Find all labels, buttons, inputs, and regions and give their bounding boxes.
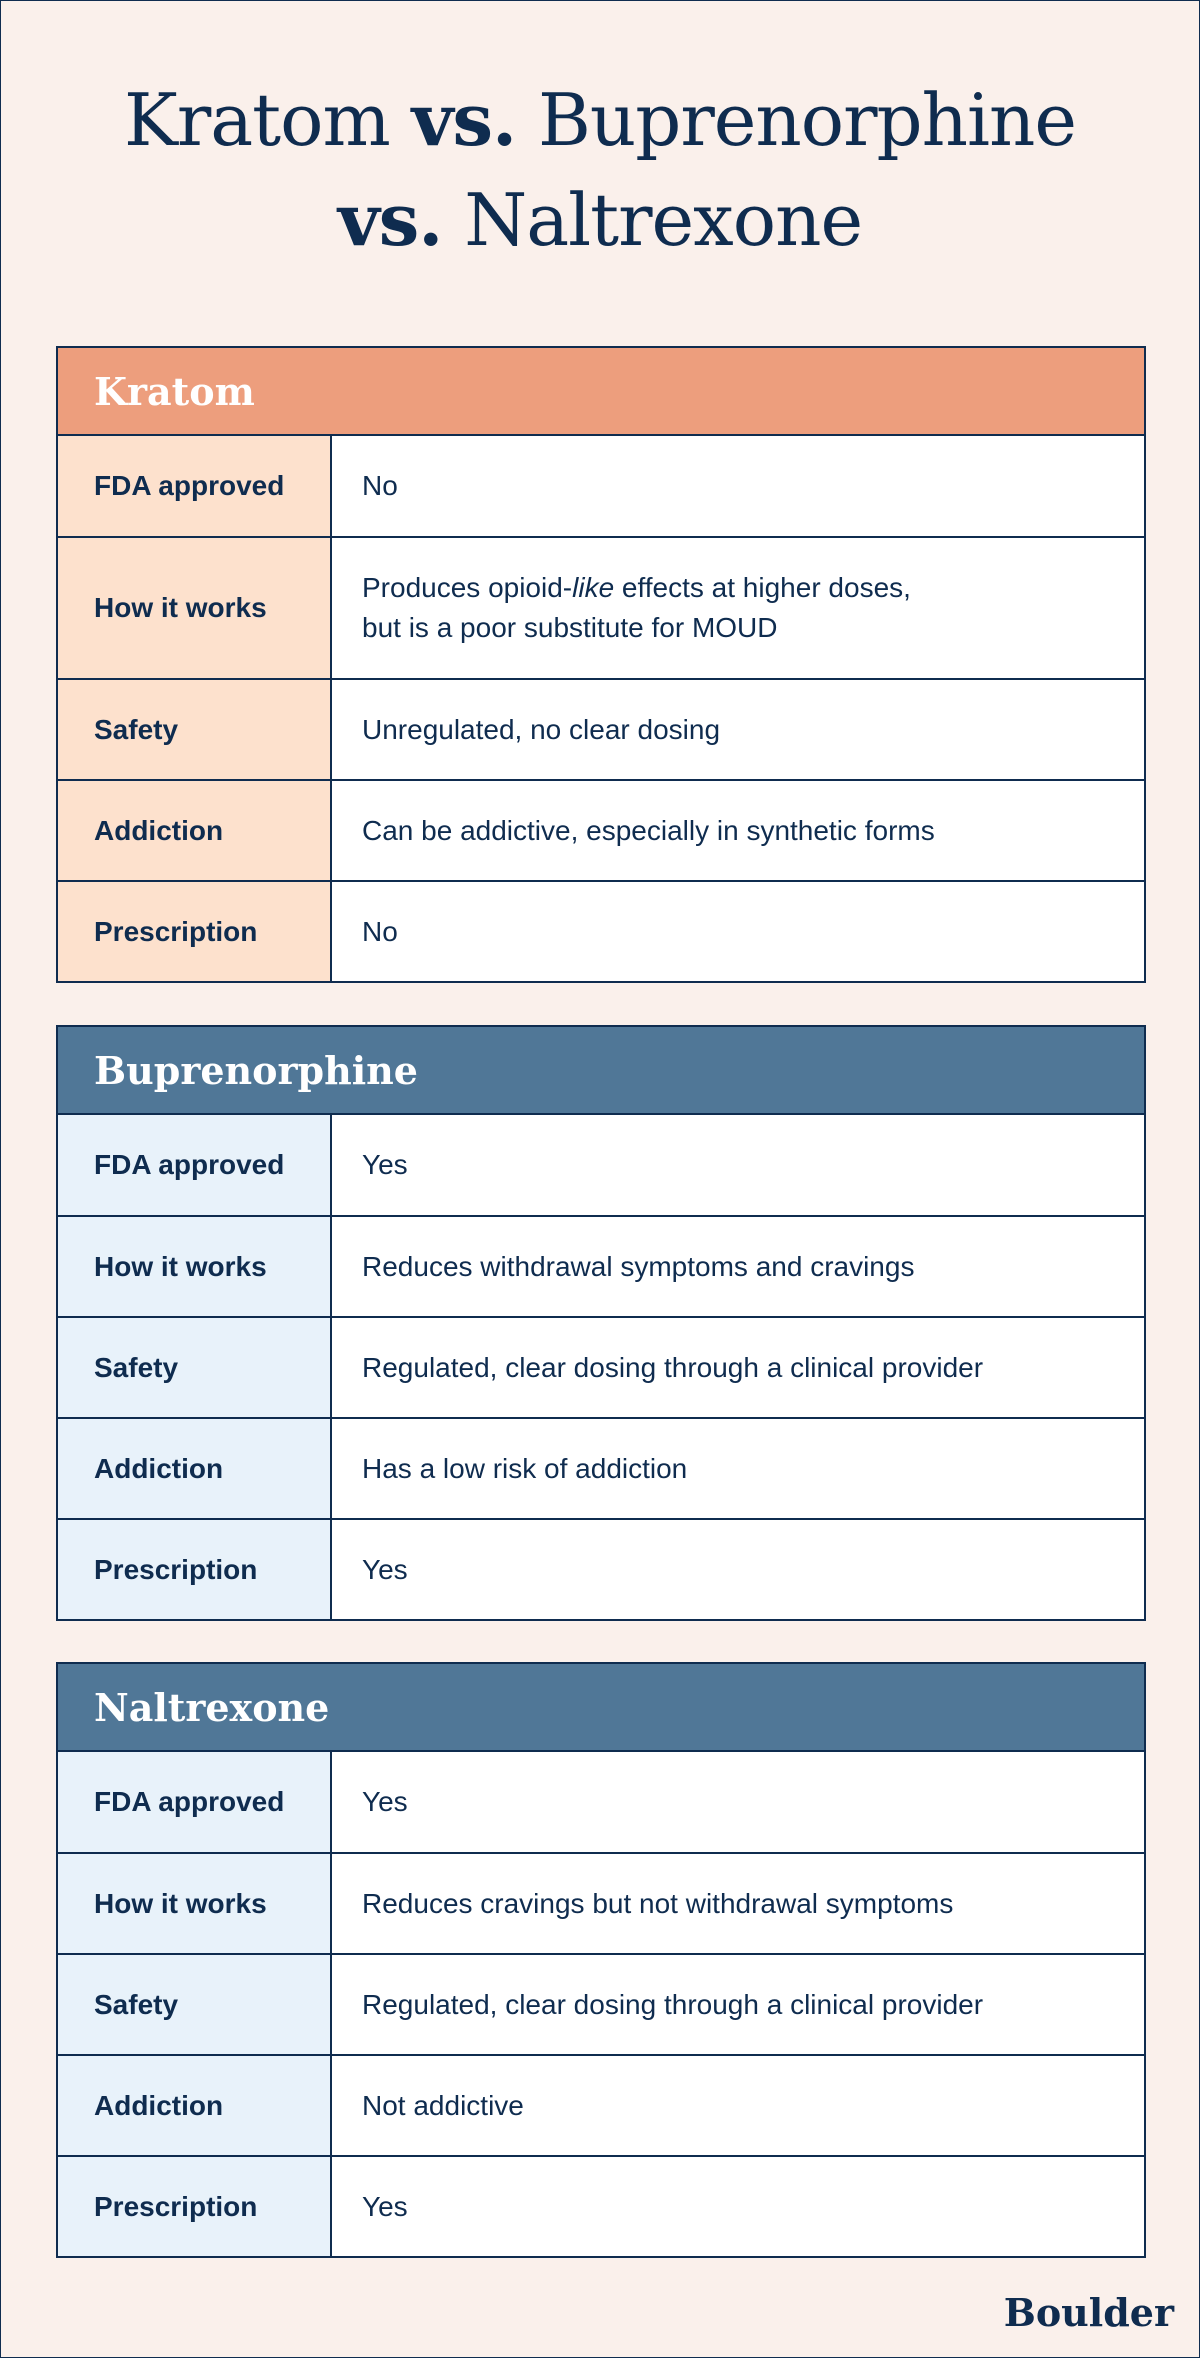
table-row [58, 538, 1144, 680]
row-value: Reduces withdrawal symptoms and cravings [332, 1217, 1144, 1316]
table-row [58, 1854, 1144, 1955]
row-label: How it works [58, 1217, 332, 1316]
title-line-1 [0, 70, 1200, 170]
table-row [58, 1752, 1144, 1854]
value-line-1: Produces opioid-like effects at higher doses, [362, 572, 911, 603]
title-vs-1: vs. [411, 77, 517, 162]
row-label: Addiction [58, 2056, 332, 2155]
boulder-logo: Boulder [1003, 2290, 1174, 2335]
table-row [58, 680, 1144, 781]
row-label: How it works [58, 538, 332, 678]
row-value: Unregulated, no clear dosing [332, 680, 1144, 779]
row-label: Addiction [58, 1419, 332, 1518]
row-value: Yes [332, 1520, 1144, 1619]
row-label: Addiction [58, 781, 332, 880]
table-row [58, 1318, 1144, 1419]
table-row [58, 1955, 1144, 2056]
title-kratom: Kratom [124, 78, 412, 162]
row-value: Yes [332, 1115, 1144, 1215]
table-row [58, 1419, 1144, 1520]
buprenorphine-table [56, 1025, 1146, 1621]
value-line-2: but is a poor substitute for MOUD [362, 612, 778, 643]
row-label: Prescription [58, 2157, 332, 2256]
row-label: FDA approved [58, 436, 332, 536]
row-label: Prescription [58, 1520, 332, 1619]
buprenorphine-header: Buprenorphine [58, 1027, 1144, 1115]
naltrexone-table [56, 1662, 1146, 2258]
naltrexone-header: Naltrexone [58, 1664, 1144, 1752]
row-value: Regulated, clear dosing through a clinical provider [332, 1318, 1144, 1417]
row-label: Prescription [58, 882, 332, 981]
table-row [58, 1217, 1144, 1318]
row-value: Reduces cravings but not withdrawal symptoms [332, 1854, 1144, 1953]
row-value: No [332, 436, 1144, 536]
row-value: Regulated, clear dosing through a clinical provider [332, 1955, 1144, 2054]
title-line-2 [0, 170, 1200, 270]
row-value: Has a low risk of addiction [332, 1419, 1144, 1518]
table-row [58, 2157, 1144, 2256]
table-row [58, 1115, 1144, 1217]
table-row [58, 2056, 1144, 2157]
row-label: Safety [58, 680, 332, 779]
kratom-table [56, 346, 1146, 983]
title-vs-2: vs. [337, 177, 443, 262]
row-value: Yes [332, 2157, 1144, 2256]
title-buprenorphine: Buprenorphine [516, 78, 1076, 162]
row-label: Safety [58, 1318, 332, 1417]
row-value: No [332, 882, 1144, 981]
row-label: FDA approved [58, 1752, 332, 1852]
page-title [0, 70, 1200, 270]
title-naltrexone: Naltrexone [442, 178, 863, 262]
row-value: Yes [332, 1752, 1144, 1852]
table-row [58, 882, 1144, 981]
row-label: FDA approved [58, 1115, 332, 1215]
row-label: How it works [58, 1854, 332, 1953]
row-value: Not addictive [332, 2056, 1144, 2155]
table-row [58, 781, 1144, 882]
table-row [58, 1520, 1144, 1619]
row-label: Safety [58, 1955, 332, 2054]
kratom-header: Kratom [58, 348, 1144, 436]
row-value [332, 538, 1144, 678]
row-value: Can be addictive, especially in synthetic forms [332, 781, 1144, 880]
table-row [58, 436, 1144, 538]
